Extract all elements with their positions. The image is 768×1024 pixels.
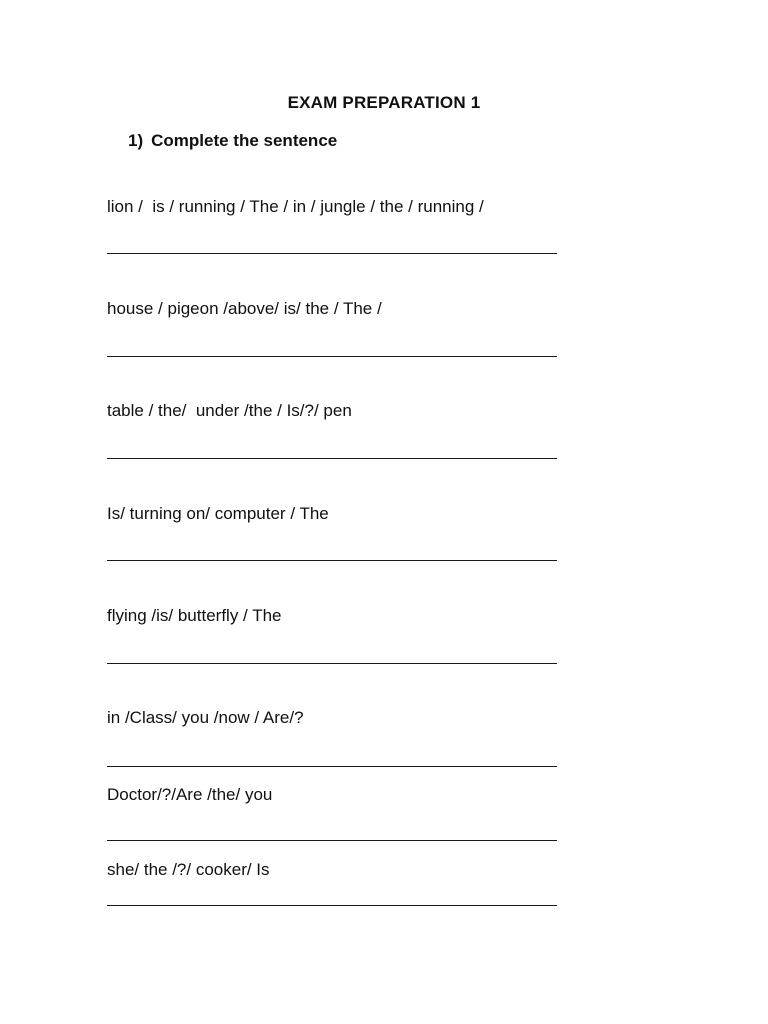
- section-heading-text: Complete the sentence: [151, 131, 338, 150]
- sentence-prompt-5: flying /is/ butterfly / The: [107, 606, 282, 625]
- answer-line-3[interactable]: [107, 458, 557, 459]
- sentence-prompt-3: table / the/ under /the / Is/?/ pen: [107, 401, 352, 420]
- sentence-prompt-1: lion / is / running / The / in / jungle / the / running /: [107, 197, 484, 216]
- page-title: EXAM PREPARATION 1: [287, 93, 481, 112]
- section-heading: [128, 131, 337, 151]
- section-number: 1): [128, 131, 144, 150]
- sentence-prompt-2: house / pigeon /above/ is/ the / The /: [107, 299, 382, 318]
- answer-line-8[interactable]: [107, 905, 557, 906]
- answer-line-7[interactable]: [107, 840, 557, 841]
- answer-line-2[interactable]: [107, 356, 557, 357]
- answer-line-5[interactable]: [107, 663, 557, 664]
- answer-line-1[interactable]: [107, 253, 557, 254]
- answer-line-6[interactable]: [107, 766, 557, 767]
- sentence-prompt-7: Doctor/?/Are /the/ you: [107, 785, 273, 804]
- sentence-prompt-4: Is/ turning on/ computer / The: [107, 504, 329, 523]
- sentence-prompt-8: she/ the /?/ cooker/ Is: [107, 860, 270, 879]
- answer-line-4[interactable]: [107, 560, 557, 561]
- sentence-prompt-6: in /Class/ you /now / Are/?: [107, 708, 304, 727]
